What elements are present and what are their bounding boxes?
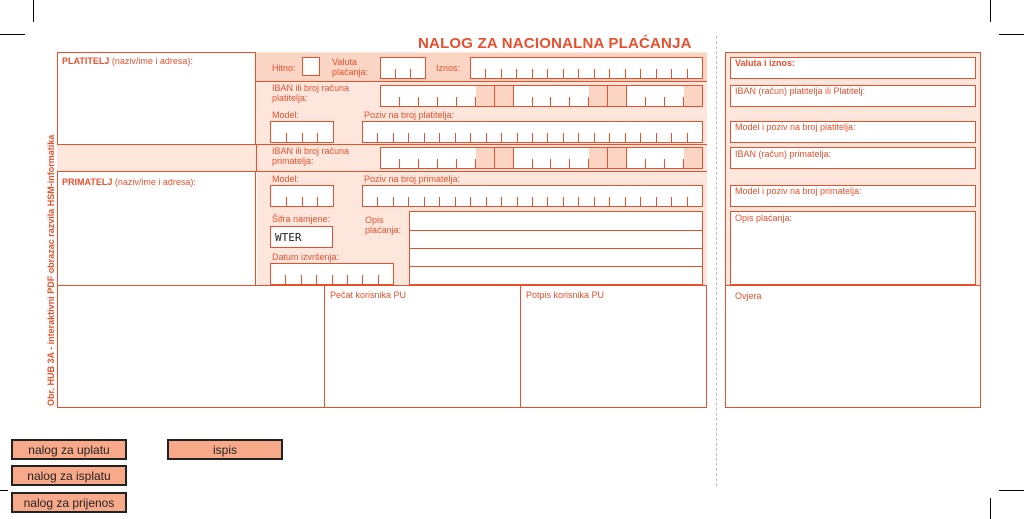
crop-mark — [0, 34, 25, 35]
poziv-primatelja-field[interactable] — [362, 185, 703, 207]
iban-platitelja-field[interactable] — [380, 85, 703, 107]
crop-mark — [990, 0, 991, 22]
primatelj-title: PRIMATELJ — [62, 177, 113, 187]
crop-mark — [999, 490, 1024, 491]
pecat-box[interactable] — [324, 285, 521, 408]
poziv-primatelja-label: Poziv na broj primatelja: — [364, 174, 461, 184]
r-valuta-label: Valuta i iznos: — [735, 58, 796, 68]
iznos-field[interactable] — [470, 57, 703, 79]
platitelj-label — [62, 56, 193, 66]
model-2-field[interactable] — [270, 185, 334, 207]
model-1-field[interactable] — [270, 121, 334, 143]
model-1-label: Model: — [272, 110, 300, 120]
iban-platitelja-label: IBAN ili broj računa platitelja: — [272, 83, 350, 103]
iznos-label: Iznos: — [436, 63, 461, 73]
crop-mark — [0, 490, 8, 491]
iban-primatelja-field[interactable] — [380, 147, 703, 169]
divider — [256, 81, 707, 82]
cut-line — [716, 36, 717, 486]
poziv-platitelja-field[interactable] — [362, 121, 703, 143]
opis-label: Opis plaćanja: — [365, 215, 402, 235]
valuta-field[interactable] — [380, 57, 426, 79]
crop-mark — [999, 34, 1024, 35]
nalog-prijenos-button[interactable]: nalog za prijenos — [11, 492, 127, 513]
form-title: NALOG ZA NACIONALNA PLAĆANJA — [418, 35, 692, 52]
crop-mark — [33, 0, 34, 22]
r-iban-primatelja-label: IBAN (račun) primatelja: — [735, 149, 832, 159]
divider — [256, 144, 257, 172]
sifra-field[interactable] — [270, 226, 333, 248]
ispis-button[interactable]: ispis — [167, 439, 283, 460]
platitelj-sub: (naziv/ime i adresa): — [111, 56, 193, 66]
valuta-label: Valuta plaćanja: — [332, 57, 369, 77]
datum-field[interactable] — [270, 263, 394, 285]
hitno-label: Hitno: — [272, 63, 296, 73]
platitelj-title: PLATITELJ — [62, 56, 110, 66]
r-iban-platitelja-label: IBAN (račun) platitelja ili Platitelj: — [735, 86, 866, 96]
nalog-isplatu-button[interactable]: nalog za isplatu — [11, 465, 127, 486]
sifra-label: Šifra namjene: — [272, 214, 331, 224]
r-opis-label: Opis plaćanja: — [735, 213, 793, 223]
r-model-platitelja-label: Model i poziv na broj platitelja: — [735, 122, 856, 132]
poziv-platitelja-label: Poziv na broj platitelja: — [364, 110, 455, 120]
potpis-label: Potpis korisnika PU — [526, 290, 605, 300]
r-ovjera-label: Ovjera — [735, 291, 762, 301]
opis-field[interactable] — [409, 211, 703, 285]
iban-primatelja-label: IBAN ili broj računa primatelja: — [272, 146, 350, 166]
model-2-label: Model: — [272, 174, 300, 184]
r-model-primatelja-label: Model i poziv na broj primatelja: — [735, 186, 862, 196]
sifra-value: WTER — [275, 231, 302, 244]
primatelj-box[interactable] — [57, 172, 256, 285]
pecat-label: Pečat korisnika PU — [330, 290, 407, 300]
r-bottom-divider — [725, 285, 981, 286]
primatelj-label — [62, 177, 196, 187]
primatelj-sub: (naziv/ime i adresa): — [114, 177, 196, 187]
datum-label: Datum izvršenja: — [272, 252, 340, 262]
nalog-uplatu-button[interactable]: nalog za uplatu — [11, 439, 127, 460]
side-text: Obr. HUB 3A - interaktivni PDF obrazac razvila HSM-informatika — [46, 134, 56, 406]
crop-mark — [990, 498, 991, 519]
hitno-checkbox[interactable] — [302, 57, 320, 76]
